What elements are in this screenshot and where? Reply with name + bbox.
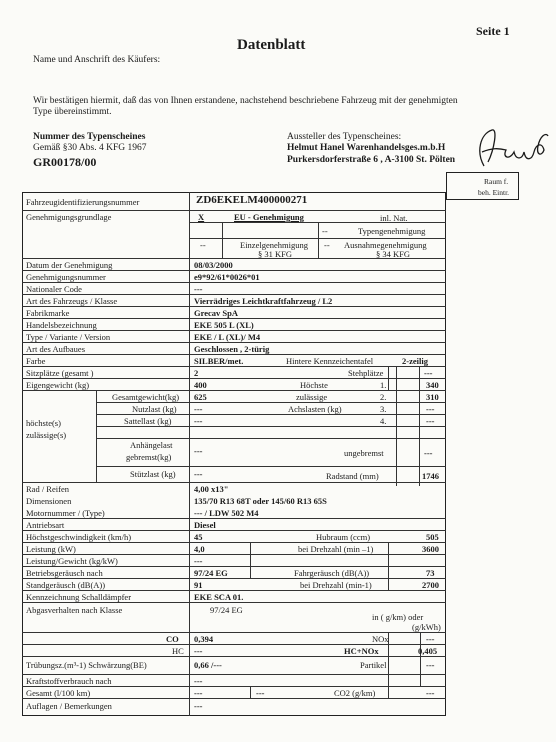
- power-value: 4,0: [194, 544, 205, 554]
- total-label: Gesamt (l/100 km): [26, 688, 91, 698]
- dims-value: 135/70 R13 68T oder 145/60 R13 65S: [194, 496, 327, 506]
- empty-weight-value: 400: [194, 380, 207, 390]
- approval-no-label: Genehmigungsnummer: [26, 272, 106, 282]
- axle-3-value: ---: [426, 404, 435, 414]
- trade-value: EKE 505 L (XL): [194, 320, 254, 330]
- nat-mark: --: [322, 226, 328, 236]
- wheelbase-label: Radstand (mm): [326, 471, 379, 481]
- engine-value: --- / LDW 502 M4: [194, 508, 259, 518]
- power-label: Leistung (kW): [26, 544, 76, 554]
- type-certificate-law: Gemäß §30 Abs. 4 KFG 1967: [33, 143, 147, 153]
- trailer-value: ---: [194, 446, 203, 456]
- axle-3-no: 3.: [380, 404, 387, 414]
- type-label: Type / Variante / Version: [26, 332, 111, 342]
- co2-label: CO2 (g/km): [334, 688, 376, 698]
- nat-label-2: Typengenehmigung: [358, 226, 426, 236]
- make-label: Fabrikmarke: [26, 308, 70, 318]
- body-label: Art des Aufbaues: [26, 344, 86, 354]
- gross-label: Gesamtgewicht(kg): [112, 392, 180, 402]
- standing-label: Stehplätze: [348, 368, 384, 378]
- muffler-label: Kennzeichnung Schalldämpfer: [26, 592, 132, 602]
- empty-weight-label: Eigengewicht (kg): [26, 380, 90, 390]
- gross-value: 625: [194, 392, 207, 402]
- noise-drive-label: Fahrgeräusch (dB(A)): [294, 568, 370, 578]
- wheels-value: 4,00 x13": [194, 484, 229, 494]
- axle-2-value: 310: [426, 392, 439, 402]
- max-label-2: zulässige(s): [26, 430, 67, 440]
- emission-label: Abgasverhalten nach Klasse: [26, 605, 123, 615]
- drive-label: Antriebsart: [26, 520, 65, 530]
- body-value: Geschlossen , 2-türig: [194, 344, 270, 354]
- dims-label: Dimensionen: [26, 496, 72, 506]
- smoke-value: 0,66 /---: [194, 660, 222, 670]
- page-number: Seite 1: [476, 24, 510, 38]
- office-box-line-2: beh. Eintr.: [478, 188, 510, 197]
- muffler-value: EKE SCA 01.: [194, 592, 244, 602]
- hc-label: HC: [172, 646, 184, 656]
- co-label: CO: [166, 634, 179, 644]
- emission-unit-1: in ( g/km) oder: [372, 612, 424, 622]
- noise-rpm-label: bei Drehzahl (min-1): [300, 580, 372, 590]
- trailer-label-1: Anhängelast: [130, 440, 173, 450]
- payload-label: Nutzlast (kg): [132, 404, 177, 414]
- hc-value: ---: [194, 646, 203, 656]
- exc-mark: --: [324, 240, 330, 250]
- particles-label: Partikel: [360, 660, 387, 670]
- trailer-label-2: gebremst(kg): [126, 452, 172, 462]
- drive-value: Diesel: [194, 520, 216, 530]
- seats-label: Sitzplätze (gesamt ): [26, 368, 94, 378]
- wheelbase-value: 1746: [422, 471, 439, 481]
- saddle-value: ---: [194, 416, 203, 426]
- rpm-value: 3600: [422, 544, 439, 554]
- emission-unit-2: (g/kWh): [412, 622, 441, 632]
- wheels-label: Rad / Reifen: [26, 484, 69, 494]
- ratio-label: Leistung/Gewicht (kg/kW): [26, 556, 118, 566]
- smoke-label: Trübungsz.(m³-1) Schwärzung(BE): [26, 660, 147, 670]
- co-value: 0,394: [194, 634, 214, 644]
- confirmation-line-1: Wir bestätigen hiermit, daß das von Ihnen erstandene, nachstehend beschriebene Fahrzeug mit der genehmigten: [33, 96, 458, 106]
- single-mark: --: [200, 240, 206, 250]
- make-value: Grecav SpA: [194, 308, 238, 318]
- plate-label: Hintere Kennzeichentafel: [286, 356, 374, 366]
- remarks-label: Auflagen / Bemerkungen: [26, 701, 112, 711]
- noise-stand-label: Standgeräusch (dB(A)): [26, 580, 106, 590]
- axle-1-value: 340: [426, 380, 439, 390]
- date-label: Datum der Genehmigung: [26, 260, 113, 270]
- emission-value: 97/24 EG: [210, 605, 243, 615]
- color-value: SILBER/met.: [194, 356, 244, 366]
- total-value: ---: [194, 688, 203, 698]
- noise-drive-value: 73: [426, 568, 435, 578]
- max-label-1: höchste(s): [26, 418, 61, 428]
- approval-no-value: e9*92/61*0026*01: [194, 272, 260, 282]
- axle-2-no: 2.: [380, 392, 387, 402]
- hcnox-label: HC+NOx: [344, 646, 379, 656]
- support-value: ---: [194, 469, 203, 479]
- fuel-label: Kraftstoffverbrauch nach: [26, 676, 112, 686]
- signature-image: [472, 122, 552, 174]
- eu-label: EU - Genehmigung: [234, 212, 304, 222]
- issuer-label: Aussteller des Typenscheines:: [287, 132, 402, 142]
- ratio-value: ---: [194, 556, 203, 566]
- fuel-value: ---: [194, 676, 203, 686]
- axle-1-no: 1.: [380, 380, 387, 390]
- standing-value: ---: [424, 368, 433, 378]
- support-label: Stützlast (kg): [130, 469, 176, 479]
- seats-value: 2: [194, 368, 199, 378]
- single-label-2: § 31 KFG: [258, 249, 293, 259]
- unbraked-value: ---: [424, 448, 433, 458]
- kind-value: Vierrädriges Leichtkraftfahrzeug / L2: [194, 296, 333, 306]
- kind-label: Art des Fahrzeugs / Klasse: [26, 296, 118, 306]
- national-code-value: ---: [194, 284, 203, 294]
- engine-label: Motornummer / (Type): [26, 508, 105, 518]
- noise-op-label: Betriebsgeräusch nach: [26, 568, 103, 578]
- nat-label-1: inl. Nat.: [380, 213, 408, 223]
- buyer-label: Name und Anschrift des Käufers:: [33, 55, 161, 65]
- trade-label: Handelsbezeichnung: [26, 320, 97, 330]
- axle-label-1: Höchste: [300, 380, 328, 390]
- approval-basis-label: Genehmigungsgrundlage: [26, 212, 112, 222]
- national-code-label: Nationaler Code: [26, 284, 82, 294]
- page-title: Datenblatt: [237, 37, 306, 53]
- unbraked-label: ungebremst: [344, 448, 384, 458]
- axle-label-3: Achslasten (kg): [288, 404, 342, 414]
- issuer-name: Helmut Hanel Warenhandelsges.m.b.H: [287, 143, 446, 153]
- vin-label: Fahrzeugidentifizierungsnummer: [26, 197, 140, 207]
- nox-value: ---: [426, 634, 435, 644]
- axle-label-2: zulässige: [296, 392, 328, 402]
- hcnox-value: 0,405: [418, 646, 438, 656]
- office-box-line-1: Raum f.: [484, 177, 509, 186]
- vin-value: ZD6EKELM400000271: [196, 194, 308, 206]
- confirmation-line-2: Type übereinstimmt.: [33, 107, 112, 117]
- payload-value: ---: [194, 404, 203, 414]
- saddle-label: Sattellast (kg): [124, 416, 172, 426]
- color-label: Farbe: [26, 356, 46, 366]
- noise-stand-value: 91: [194, 580, 203, 590]
- date-value: 08/03/2000: [194, 260, 233, 270]
- noise-op-value: 97/24 EG: [194, 568, 228, 578]
- displacement-value: 505: [426, 532, 439, 542]
- axle-4-no: 4.: [380, 416, 387, 426]
- eu-mark: X: [198, 212, 205, 222]
- vmax-label: Höchstgeschwindigkeit (km/h): [26, 532, 132, 542]
- nox-label: NOx: [372, 634, 389, 644]
- type-value: EKE / L (XL)/ M4: [194, 332, 261, 342]
- type-certificate-label: Nummer des Typenscheines: [33, 132, 146, 142]
- displacement-label: Hubraum (ccm): [316, 532, 371, 542]
- type-certificate-number: GR00178/00: [33, 155, 97, 169]
- exc-label-2: § 34 KFG: [376, 249, 411, 259]
- particles-value: ---: [426, 660, 435, 670]
- single-label-1: Einzelgenehmigung: [240, 240, 308, 250]
- plate-value: 2-zeilig: [402, 356, 428, 366]
- axle-4-value: ---: [426, 416, 435, 426]
- exc-label-1: Ausnahmegenehmigung: [344, 240, 427, 250]
- issuer-address: Purkersdorferstraße 6 , A-3100 St. Pölten: [287, 155, 456, 165]
- noise-rpm-value: 2700: [422, 580, 439, 590]
- remarks-value: ---: [194, 701, 203, 711]
- rpm-label: bei Drehzahl (min –1): [298, 544, 374, 554]
- vmax-value: 45: [194, 532, 203, 542]
- co2-value: ---: [426, 688, 435, 698]
- total-value-b: ---: [256, 688, 265, 698]
